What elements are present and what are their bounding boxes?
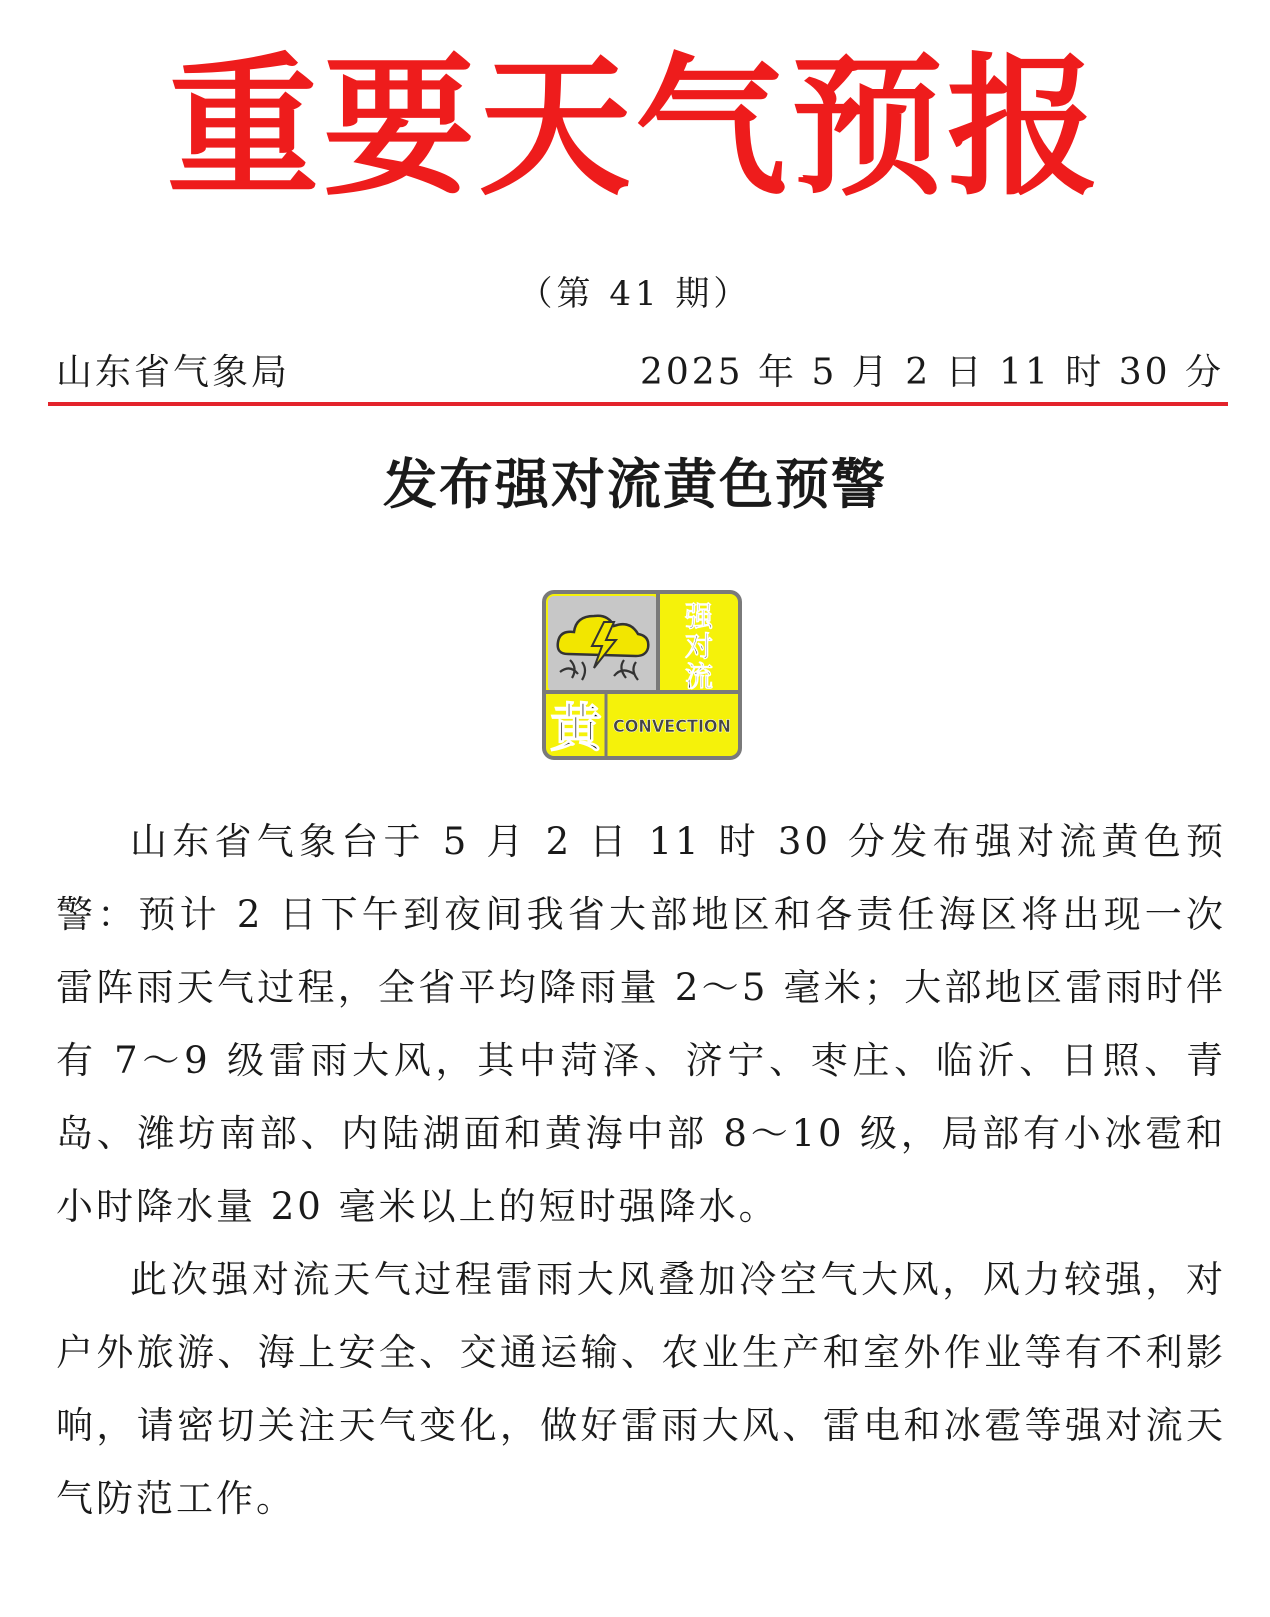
signal-type-char-3: 流: [684, 660, 714, 693]
signal-type-char-1: 强: [684, 600, 714, 633]
masthead-title: 重要天气预报: [167, 37, 1103, 216]
issue-time: 2025 年 5 月 2 日 11 时 30 分: [639, 352, 1224, 393]
red-divider: [48, 402, 1228, 406]
document-title: 发布强对流黄色预警: [383, 453, 887, 516]
issuer-row: [56, 350, 1224, 396]
issue-number: （第 41 期）: [518, 274, 752, 314]
signal-english-label: CONVECTION: [613, 717, 731, 737]
body-paragraph-1: 山东省气象台于 5 月 2 日 11 时 30 分发布强对流黄色预警：预计 2 日下午到夜间我省大部地区和各责任海区将出现一次雷阵雨天气过程，全省平均降雨量 2～5 毫米；大部地区雷雨时伴有 7～9 级雷雨大风，其中菏泽、济宁、枣庄、临沂、日照、青岛、潍坊南部、内陆湖面和黄海中部 8～10 级，局部有小冰雹和小时降水量 20 毫米以上的短时强降水。: [56, 820, 1226, 1228]
issuer: 山东省气象局: [56, 352, 291, 393]
body-paragraph-2: 此次强对流天气过程雷雨大风叠加冷空气大风，风力较强，对户外旅游、海上安全、交通运输、农业生产和室外作业等有不利影响，请密切关注天气变化，做好雷雨大风、雷电和冰雹等强对流天气防范工作。: [56, 1258, 1226, 1520]
signal-level-char: 黄: [549, 699, 603, 759]
body-text: [56, 805, 1226, 1535]
convection-yellow-warning-icon: [542, 590, 742, 760]
signal-type-char-2: 对: [684, 630, 714, 663]
